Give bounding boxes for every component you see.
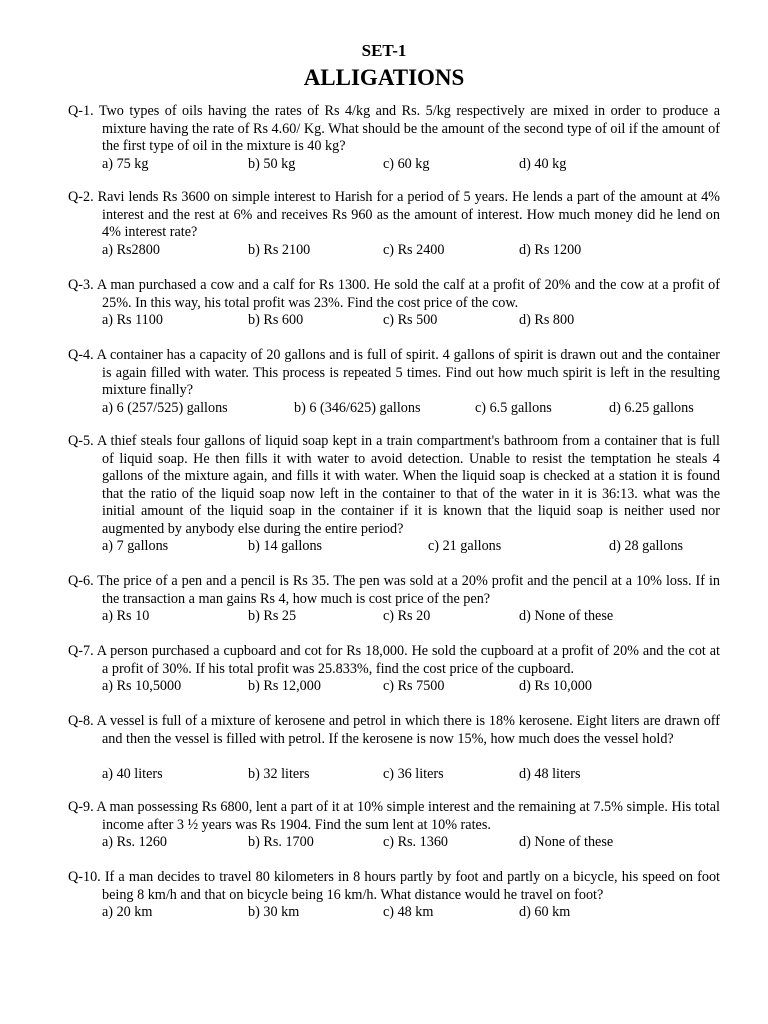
answer-options	[68, 400, 720, 418]
answer-option-c: c) Rs 20	[383, 608, 431, 624]
answer-option-c: c) Rs. 1360	[383, 834, 449, 850]
question-2	[68, 189, 720, 259]
answer-option-b: b) 30 km	[248, 904, 300, 920]
question-7	[68, 643, 720, 696]
answer-option-c: c) Rs 500	[383, 312, 438, 328]
answer-option-b: b) Rs 600	[248, 312, 304, 328]
answer-option-c: c) 6.5 gallons	[475, 399, 552, 416]
question-text: Q-6. The price of a pen and a pencil is Rs 35. The pen was sold at a 20% profit and the pencil at a 10% loss. If in the transaction a man gains Rs 4, how much is cost price of the pen?	[68, 573, 720, 607]
answer-option-c: c) 60 kg	[383, 155, 430, 172]
answer-option-a: a) Rs. 1260	[102, 834, 168, 850]
answer-option-d: d) None of these	[519, 834, 614, 850]
answer-option-a: a) Rs2800	[102, 241, 160, 258]
answer-options	[68, 904, 720, 922]
answer-option-a: a) 40 liters	[102, 765, 163, 782]
answer-option-d: d) 48 liters	[519, 765, 581, 782]
document-title: ALLIGATIONS	[303, 65, 465, 90]
question-9	[68, 799, 720, 852]
answer-option-a: a) Rs 10	[102, 608, 150, 624]
question-text: Q-10. If a man decides to travel 80 kilometers in 8 hours partly by foot and partly on a bicycle, his speed on foot being 8 km/h and that on bicycle being 16 km/h. What distance would he travel on foot?	[68, 869, 720, 903]
answer-options	[68, 156, 720, 174]
answer-option-b: b) 6 (346/625) gallons	[294, 399, 421, 416]
answer-option-c: c) 36 liters	[383, 765, 444, 782]
question-text: Q-4. A container has a capacity of 20 gallons and is full of spirit. 4 gallons of spirit is drawn out and the container is again filled with water. This process is repeated 5 times. Find out how much spirit is left in the resulting mixture finally?	[68, 347, 720, 398]
question-text: Q-3. A man purchased a cow and a calf for Rs 1300. He sold the calf at a profit of 20% and the cow at a profit of 25%. In this way, his total profit was 23%. Find the cost price of the cow.	[68, 277, 720, 311]
question-6	[68, 573, 720, 626]
answer-option-a: a) 75 kg	[102, 155, 149, 172]
answer-option-d: d) 28 gallons	[609, 538, 684, 554]
answer-option-c: c) Rs 7500	[383, 678, 445, 694]
answer-option-d: d) 40 kg	[519, 155, 567, 172]
answer-option-d: d) Rs 1200	[519, 241, 582, 258]
question-5	[68, 433, 720, 556]
answer-option-a: a) 7 gallons	[102, 538, 169, 554]
answer-option-d: d) 60 km	[519, 904, 571, 920]
question-4	[68, 347, 720, 417]
question-10	[68, 869, 720, 922]
answer-options	[68, 678, 720, 696]
question-8	[68, 713, 720, 783]
answer-option-a: a) 20 km	[102, 904, 153, 920]
answer-options	[68, 242, 720, 260]
answer-option-a: a) 6 (257/525) gallons	[102, 399, 228, 416]
answer-option-a: a) Rs 10,5000	[102, 678, 182, 694]
question-text: Q-8. A vessel is full of a mixture of kerosene and petrol in which there is 18% kerosene. Eight liters are drawn off and then the vessel is filled with petrol. If the kerosene is now 15%, how much does the vessel hold?	[68, 713, 720, 747]
answer-options	[68, 608, 720, 626]
question-3	[68, 277, 720, 330]
answer-option-b: b) Rs 25	[248, 608, 297, 624]
answer-option-d: d) Rs 10,000	[519, 678, 592, 694]
set-label: SET-1	[361, 41, 407, 60]
question-text: Q-2. Ravi lends Rs 3600 on simple interest to Harish for a period of 5 years. He lends a part of the amount at 4% interest and the rest at 6% and receives Rs 960 as the amount of interest. How much money did he lend on 4% interest rate?	[68, 189, 720, 240]
answer-option-d: d) 6.25 gallons	[609, 399, 694, 416]
question-text: Q-9. A man possessing Rs 6800, lent a part of it at 10% simple interest and the remaining at 7.5% simple. His total income after 3 ½ years was Rs 1904. Find the sum lent at 10% rates.	[68, 799, 720, 833]
question-text: Q-7. A person purchased a cupboard and cot for Rs 18,000. He sold the cupboard at a profit of 20% and the cot at a profit of 30%. If his total profit was 25.833%, find the cost price of the cupboard.	[68, 643, 720, 677]
answer-option-d: d) None of these	[519, 608, 614, 624]
question-text: Q-1. Two types of oils having the rates of Rs 4/kg and Rs. 5/kg respectively are mixed in order to produce a mixture having the rate of Rs 4.60/ Kg. What should be the amount of the second type of oil if the amount of the first type of oil in the mixture is 40 kg?	[68, 103, 720, 154]
answer-option-a: a) Rs 1100	[102, 312, 163, 328]
answer-option-b: b) Rs 12,000	[248, 678, 321, 694]
answer-options	[68, 538, 720, 556]
answer-option-d: d) Rs 800	[519, 312, 575, 328]
answer-option-c: c) Rs 2400	[383, 241, 445, 258]
answer-options	[68, 834, 720, 852]
answer-option-b: b) 50 kg	[248, 155, 296, 172]
answer-option-b: b) Rs. 1700	[248, 834, 314, 850]
answer-options	[68, 766, 720, 784]
answer-option-c: c) 21 gallons	[428, 538, 502, 554]
question-1	[68, 103, 720, 173]
answer-options	[68, 312, 720, 330]
answer-option-b: b) Rs 2100	[248, 241, 311, 258]
answer-option-b: b) 32 liters	[248, 765, 310, 782]
answer-option-b: b) 14 gallons	[248, 538, 323, 554]
answer-option-c: c) 48 km	[383, 904, 434, 920]
question-text: Q-5. A thief steals four gallons of liquid soap kept in a train compartment's bathroom from a container that is full of liquid soap. He then fills it with water to avoid detection. Unable to resist the temptation he steals 4 gallons of the mixture again, and fills it with water. When the liquid soap is checked at a station it is found that the ratio of the liquid soap now left in the container to that of the water in it is 36:13. what was the initial amount of the liquid soap in the container if it is known that the liquid soap is neither used nor augmented by anybody else during the entire period?	[68, 433, 720, 537]
